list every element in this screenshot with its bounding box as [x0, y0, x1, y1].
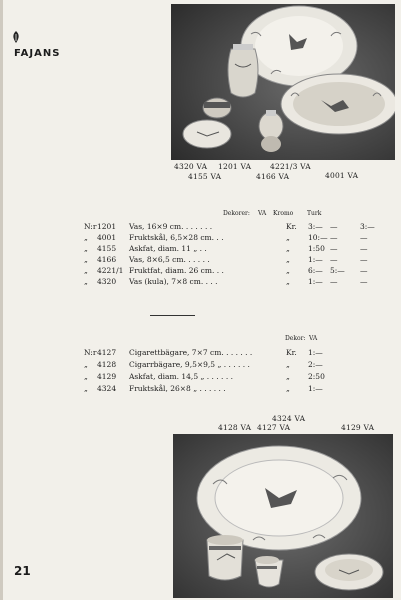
header-va: VA — [309, 335, 318, 342]
item-number: 4001 — [97, 233, 117, 242]
currency: „ — [286, 255, 290, 264]
page-number: 21 — [14, 564, 31, 578]
price-kromo: — — [330, 222, 338, 231]
price-va: 3:— — [308, 222, 323, 231]
currency: „ — [286, 244, 290, 253]
caption-4221: 4221/3 VA — [270, 162, 311, 171]
row-prefix: N:r — [84, 222, 97, 231]
row-prefix: „ — [84, 384, 88, 393]
header-kromo: Kromo — [273, 210, 294, 217]
caption-4129: 4129 VA — [341, 423, 375, 432]
currency: Kr. — [286, 348, 297, 357]
price-turk: — — [360, 277, 368, 286]
price-turk: — — [360, 233, 368, 242]
price-turk: — — [360, 266, 368, 275]
row-prefix: „ — [84, 360, 88, 369]
price-kromo: 5:— — [330, 266, 345, 275]
price-va: 1:— — [308, 384, 323, 393]
item-number: 4128 — [97, 360, 117, 369]
row-prefix: „ — [84, 255, 88, 264]
item-number: 4127 — [97, 348, 117, 357]
price-turk: — — [360, 244, 368, 253]
item-description: Cigarettbägare, 7×7 cm. . . . . . . — [129, 348, 253, 357]
item-number: 4324 — [97, 384, 117, 393]
bottom-product-photo — [173, 434, 393, 598]
item-description: Cigarrbägare, 9,5×9,5 „ . . . . . . — [129, 360, 250, 369]
item-description: Vas, 16×9 cm. . . . . . . — [129, 222, 213, 231]
price-va: 10:— — [308, 233, 328, 242]
price-va: 1:— — [308, 255, 323, 264]
price-kromo: — — [330, 255, 338, 264]
caption-4128: 4128 VA — [218, 423, 252, 432]
currency: „ — [286, 277, 290, 286]
item-description: Vas, 8×6,5 cm. . . . . . — [129, 255, 210, 264]
section-divider — [150, 315, 195, 316]
price-turk: 3:— — [360, 222, 375, 231]
top-product-photo — [171, 4, 395, 160]
currency: „ — [286, 372, 290, 381]
price-kromo: — — [330, 277, 338, 286]
caption-1201: 1201 VA — [218, 162, 252, 171]
header-dekorer: Dekorer: — [223, 210, 250, 217]
item-number: 1201 — [97, 222, 117, 231]
item-number: 4129 — [97, 372, 117, 381]
currency: „ — [286, 360, 290, 369]
item-number: 4155 — [97, 244, 117, 253]
item-number: 4320 — [97, 277, 117, 286]
caption-4166: 4166 VA — [256, 172, 290, 181]
price-va: 2:50 — [308, 372, 325, 381]
item-description: Askfat, diam. 11 „ . . — [129, 244, 207, 253]
price-turk: — — [360, 255, 368, 264]
caption-4001: 4001 VA — [325, 171, 359, 180]
row-prefix: „ — [84, 233, 88, 242]
caption-4324: 4324 VA — [272, 414, 306, 423]
section-title: FAJANS — [14, 48, 61, 59]
row-prefix: „ — [84, 266, 88, 275]
price-va: 2:— — [308, 360, 323, 369]
page-spine — [0, 0, 3, 600]
fleuron-icon — [10, 30, 22, 44]
price-va: 1:— — [308, 277, 323, 286]
item-description: Fruktskål, 6,5×28 cm. . . — [129, 233, 224, 242]
currency: „ — [286, 233, 290, 242]
item-description: Askfat, diam. 14,5 „ . . . . . . — [129, 372, 233, 381]
header-va: VA — [258, 210, 267, 217]
item-number: 4221/1 — [97, 266, 124, 275]
row-prefix: „ — [84, 244, 88, 253]
currency: „ — [286, 266, 290, 275]
caption-4320: 4320 VA — [174, 162, 208, 171]
currency: Kr. — [286, 222, 297, 231]
item-description: Fruktfat, diam. 26 cm. . . — [129, 266, 224, 275]
item-number: 4166 — [97, 255, 117, 264]
caption-4155: 4155 VA — [188, 172, 222, 181]
price-va: 1:50 — [308, 244, 325, 253]
row-prefix: „ — [84, 372, 88, 381]
price-kromo: — — [330, 233, 338, 242]
item-description: Vas (kula), 7×8 cm. . . . — [129, 277, 218, 286]
currency: „ — [286, 384, 290, 393]
header-turk: Turk — [307, 210, 322, 217]
price-kromo: — — [330, 244, 338, 253]
row-prefix: „ — [84, 277, 88, 286]
item-description: Fruktskål, 26×8 „ . . . . . . — [129, 384, 226, 393]
row-prefix: N:r — [84, 348, 97, 357]
price-va: 1:— — [308, 348, 323, 357]
caption-4127: 4127 VA — [257, 423, 291, 432]
price-va: 6:— — [308, 266, 323, 275]
header-dekor: Dekor: — [285, 335, 306, 342]
